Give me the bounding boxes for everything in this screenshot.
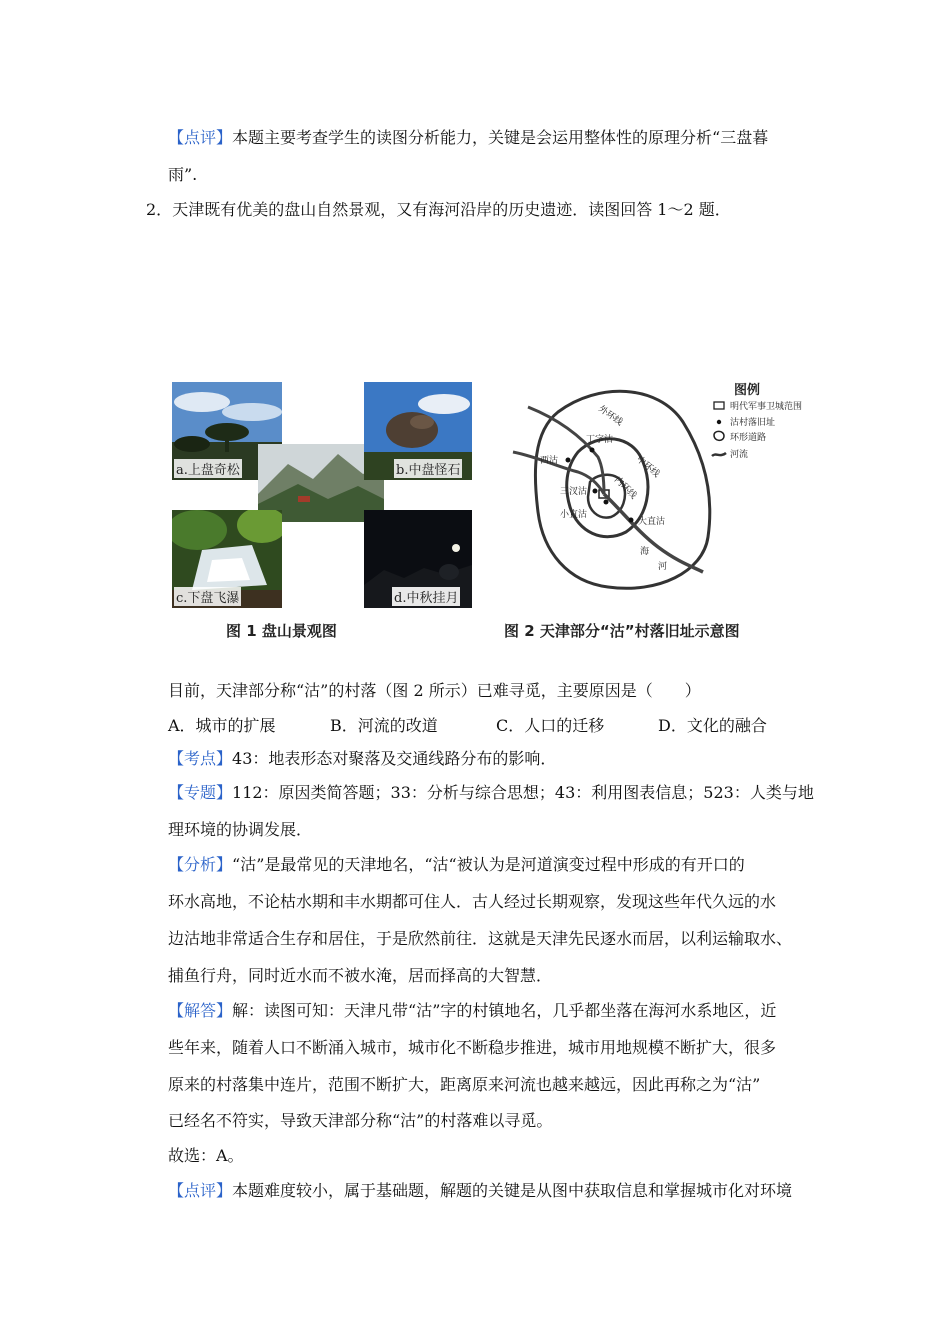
label-dazhi: 大直沽 <box>638 517 666 527</box>
review-2-tag: 【点评】 <box>168 1181 233 1200</box>
fenxi-line-4: 捕鱼行舟，同时近水而不被水淹，居而择高的大智慧． <box>168 966 553 985</box>
jieda-line-2: 些年来，随着人口不断涌入城市，城市化不断稳步推进，城市用地规模不断扩大，很多 <box>168 1038 777 1057</box>
label-middle-ring: 中环线 <box>634 454 662 480</box>
question-number: 2． <box>146 200 173 219</box>
fenxi-line-2: 环水高地，不论枯水期和丰水期都可住人．古人经过长期观察，发现这些年代久远的水 <box>168 892 777 911</box>
kaodian-tag: 【考点】 <box>168 749 233 768</box>
photo-caption-c: c.下盘飞瀑 <box>174 587 241 606</box>
photo-waterfall <box>172 510 282 608</box>
option-a: A．城市的扩展 <box>168 716 276 735</box>
legend-river-icon <box>712 453 726 456</box>
village-dot <box>629 518 634 523</box>
legend-wall-icon <box>714 402 724 409</box>
review-1-line-2: 雨”. <box>168 165 198 184</box>
village-map <box>508 372 828 612</box>
option-b: B．河流的改道 <box>330 716 438 735</box>
option-d: D．文化的融合 <box>658 716 767 735</box>
question-text: 天津既有优美的盘山自然景观，又有海河沿岸的历史遗迹．读图回答 1～2 题． <box>172 200 731 219</box>
review-1-line-1: 【点评】本题主要考查学生的读图分析能力，关键是会运用整体性的原理分析“三盘暮 <box>168 128 769 147</box>
question-stem: 目前，天津部分称“沽”的村落（图 2 所示）已难寻觅，主要原因是（ ） <box>168 681 701 700</box>
river-haihe <box>604 494 703 572</box>
label-haihe-2: 河 <box>658 562 668 572</box>
figure-1-caption: 图 1 盘山景观图 <box>226 622 337 640</box>
label-sancha: 三汊沽 <box>560 487 588 497</box>
legend-item-village: 沽村落旧址 <box>730 418 776 428</box>
zhuanti-line-1: 【专题】112：原因类简答题；33：分析与综合思想；43：利用图表信息；523：人类与地 <box>168 783 814 802</box>
jieda-line-4: 已经名不符实，导致天津部分称“沽”的村落难以寻觅。 <box>168 1111 553 1130</box>
label-dingzi: 丁字沽 <box>586 435 614 445</box>
kaodian-line: 【考点】43：地表形态对聚落及交通线路分布的影响． <box>168 749 557 768</box>
photo-moon <box>364 510 472 608</box>
legend-item-ring-road: 环形道路 <box>730 433 767 443</box>
village-dot <box>566 458 571 463</box>
village-dot <box>590 448 595 453</box>
village-dot <box>604 500 609 505</box>
legend-title: 图例 <box>734 383 761 398</box>
question-line <box>146 199 731 221</box>
label-outer-ring: 外环线 <box>596 404 625 428</box>
photo-caption-a: a.上盘奇松 <box>174 459 242 478</box>
jieda-line-3: 原来的村落集中连片，范围不断扩大，距离原来河流也越来越远，因此再称之为“沽” <box>168 1075 761 1094</box>
fenxi-line-3: 边沽地非常适合生存和居住，于是欣然前往．这就是天津先民逐水而居，以利运输取水、 <box>168 929 793 948</box>
answer-line: 故选：A。 <box>168 1146 244 1165</box>
fenxi-tag: 【分析】 <box>168 855 233 874</box>
jieda-line-1: 【解答】解：读图可知：天津凡带“沽”字的村镇地名，几乎都坐落在海河水系地区，近 <box>168 1001 777 1020</box>
label-inner-ring: 内环线 <box>611 475 639 502</box>
legend-item-river: 河流 <box>730 450 749 460</box>
label-xigu: 西沽 <box>540 456 559 466</box>
legend-ring-road-icon <box>714 431 724 440</box>
legend-item-wall: 明代军事卫城范围 <box>730 402 803 412</box>
photo-rock <box>364 382 472 480</box>
jieda-tag: 【解答】 <box>168 1001 233 1020</box>
village-dot <box>593 489 598 494</box>
zhuanti-tag: 【专题】 <box>168 783 233 802</box>
fenxi-line-1: 【分析】“沽”是最常见的天津地名，“沽“被认为是河道演变过程中形成的有开口的 <box>168 855 745 874</box>
zhuanti-line-2: 理环境的协调发展． <box>168 820 313 839</box>
review-tag: 【点评】 <box>168 128 233 147</box>
legend-village-icon <box>717 420 721 424</box>
label-xiaozhi: 小直沽 <box>560 510 588 520</box>
label-haihe-1: 海 <box>640 547 650 557</box>
option-c: C．人口的迁移 <box>496 716 605 735</box>
figure-panel <box>168 372 828 650</box>
photo-caption-b: b.中盘怪石 <box>394 459 462 478</box>
photo-caption-d: d.中秋挂月 <box>392 587 460 606</box>
figure-2-caption: 图 2 天津部分“沽”村落旧址示意图 <box>504 622 740 640</box>
review-2-line: 【点评】本题难度较小，属于基础题，解题的关键是从图中获取信息和掌握城市化对环境 <box>168 1181 793 1200</box>
